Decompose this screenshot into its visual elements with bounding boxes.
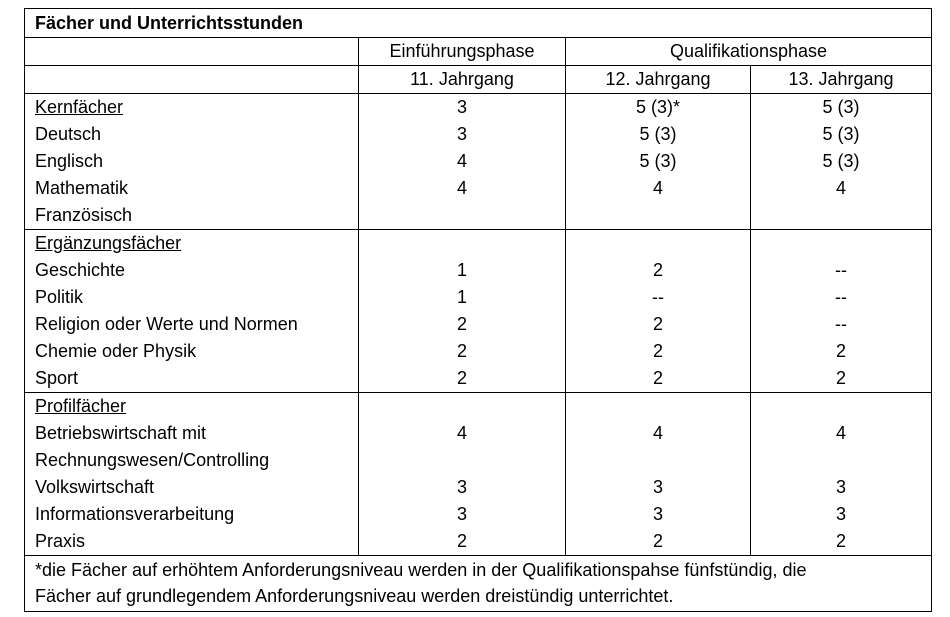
hours-spacer [359, 393, 565, 420]
title-row [25, 9, 932, 38]
footnote-line: Fächer auf grundlegendem Anforderungsniveau werden dreistündig unterrichtet. [35, 586, 674, 606]
hours-value: 2 [456, 341, 467, 361]
hours-value: 2 [652, 341, 663, 361]
subject-name: Chemie oder Physik [35, 341, 197, 361]
group-profilfaecher [25, 393, 932, 556]
hours-value: 4 [836, 178, 847, 198]
subject-column [25, 94, 359, 230]
header-empty-cell [25, 38, 359, 66]
subject-name: Geschichte [35, 260, 126, 280]
hours-value: 2 [456, 314, 467, 334]
hours-value: 2 [836, 368, 847, 388]
subject-column [25, 230, 359, 393]
subject-name: Sport [35, 368, 79, 388]
year-header-row [25, 66, 932, 94]
header-phase-1: Einführungsphase [359, 38, 566, 66]
group-heading: Ergänzungsfächer [35, 233, 182, 253]
subject-name: Englisch [35, 151, 104, 171]
hours-value: 3 [456, 504, 467, 524]
hours-value: 5 (3) [822, 124, 860, 144]
year-11-column [359, 230, 566, 393]
group-kernfaecher [25, 94, 932, 230]
year-13-column [751, 230, 932, 393]
hours-value: 3 [836, 477, 847, 497]
hours-value: 5 (3) [822, 151, 860, 171]
hours-value: -- [835, 260, 848, 280]
footnote-row [25, 556, 932, 612]
hours-value: 2 [836, 531, 847, 551]
header-empty-cell [25, 66, 359, 94]
hours-value: 2 [836, 341, 847, 361]
hours-value: 3 [652, 477, 663, 497]
hours-value: -- [835, 287, 848, 307]
hours-value: 4 [836, 423, 847, 443]
hours-value: -- [652, 287, 664, 307]
hours-spacer [751, 447, 931, 474]
hours-spacer [751, 393, 931, 420]
year-13-column [751, 393, 932, 556]
year-11-column [359, 94, 566, 230]
group-ergaenzungsfaecher [25, 230, 932, 393]
hours-value: 5 (3) [822, 97, 860, 117]
year-11-column [359, 393, 566, 556]
hours-value: 3 [652, 504, 663, 524]
table-title: Fächer und Unterrichtsstunden [25, 9, 932, 38]
subject-name: Politik [35, 287, 84, 307]
hours-value [359, 202, 565, 229]
hours-spacer [751, 230, 931, 257]
hours-spacer [359, 447, 565, 474]
subject-name: Religion oder Werte und Normen [35, 314, 298, 334]
hours-value: 4 [652, 423, 663, 443]
hours-spacer [359, 230, 565, 257]
header-year-11: 11. Jahrgang [359, 66, 566, 94]
hours-value: 2 [652, 531, 663, 551]
hours-value: 2 [652, 260, 663, 280]
hours-value: 5 (3) [639, 124, 677, 144]
year-13-column [751, 94, 932, 230]
hours-value: 2 [456, 368, 467, 388]
subject-name: Informationsverarbeitung [35, 504, 235, 524]
hours-value: 2 [652, 368, 663, 388]
hours-value: 4 [456, 178, 467, 198]
hours-value: 3 [456, 124, 467, 144]
subject-name: Mathematik [35, 178, 129, 198]
hours-spacer [566, 230, 750, 257]
hours-value: 4 [456, 423, 467, 443]
subject-name: Französisch [35, 205, 133, 225]
group-heading: Profilfächer [35, 396, 127, 416]
hours-value: 4 [456, 151, 467, 171]
hours-value: 3 [836, 504, 847, 524]
header-year-12: 12. Jahrgang [566, 66, 751, 94]
hours-value: 5 (3)* [635, 97, 680, 117]
subject-column [25, 393, 359, 556]
hours-value: 1 [456, 287, 467, 307]
hours-value [751, 202, 931, 229]
subject-name: Volkswirtschaft [35, 477, 155, 497]
footnote-line: *die Fächer auf erhöhtem Anforderungsniveau werden in der Qualifikationspahse fünfstündig, die [35, 560, 807, 580]
subject-name: Betriebswirtschaft mit [35, 423, 207, 443]
hours-value: 2 [652, 314, 663, 334]
phase-header-row [25, 38, 932, 66]
group-heading: Kernfächer [35, 97, 124, 117]
subject-name-continued: Rechnungswesen/Controlling [35, 450, 270, 470]
hours-spacer [566, 393, 750, 420]
footnote [25, 556, 932, 612]
hours-value: 5 (3) [639, 151, 677, 171]
year-12-column [566, 230, 751, 393]
subject-name: Praxis [35, 531, 86, 551]
subject-name: Deutsch [35, 124, 102, 144]
hours-value: 4 [652, 178, 663, 198]
header-phase-2: Qualifikationsphase [566, 38, 932, 66]
hours-value: 3 [456, 477, 467, 497]
subjects-table [24, 8, 932, 612]
hours-spacer [566, 447, 750, 474]
year-12-column [566, 393, 751, 556]
year-12-column [566, 94, 751, 230]
hours-value: 2 [456, 531, 467, 551]
header-year-13: 13. Jahrgang [751, 66, 932, 94]
hours-value: 1 [456, 260, 467, 280]
hours-value [566, 202, 750, 229]
hours-value: -- [835, 314, 848, 334]
hours-value: 3 [456, 97, 467, 117]
